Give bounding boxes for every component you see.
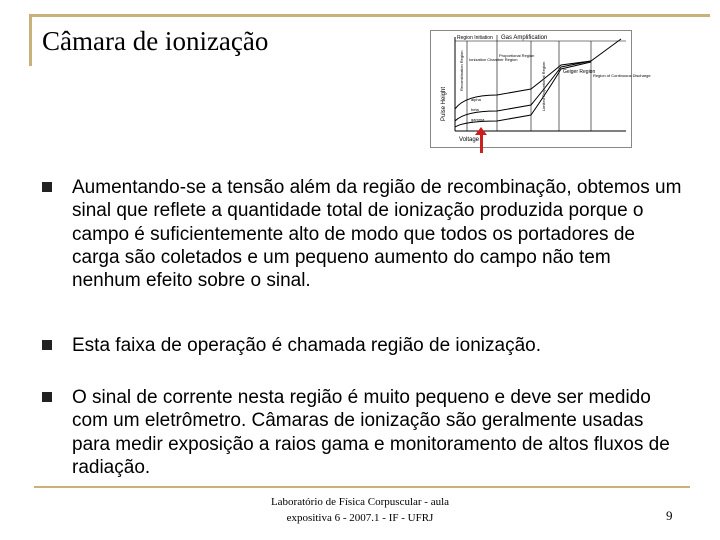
fig-region-ionization: Ionization Chamber Region [469,57,518,62]
bullet-text-3: O sinal de corrente nesta região é muito pequeno e deve ser medido com um eletrômetro. Câmaras de ionização são geralmente usadas para medir exposição a raios gama e monitoramento de altos fluxos de radiação. [72,387,670,478]
fig-region-continuous-discharge: Region of Continuous Discharge [593,73,651,78]
bullet-marker-icon [42,182,52,192]
fig-x-axis-label: Voltage [459,137,480,143]
voltage-marker-arrow [480,133,483,153]
footer-text [240,494,480,526]
fig-region-geiger: Geiger Region [563,69,596,75]
bullet-marker-icon [42,392,52,402]
fig-curve-label-gamma: gamma [471,117,485,122]
fig-curve-label-alpha: alpha [471,97,481,102]
bullet-marker-icon [42,340,52,350]
title-accent-horizontal [29,14,710,17]
fig-region-proportional: Proportional Region [499,53,535,58]
fig-top-label-2: Gas Amplification [501,35,548,41]
fig-top-label-1: Region Initiation [457,35,493,41]
footer-divider [34,486,690,488]
pulse-height-diagram [431,31,651,147]
page-number: 9 [666,508,673,523]
fig-y-axis-label: Pulse Height [441,86,447,121]
fig-region-recombination: Recombination Region [459,50,464,91]
title-accent-vertical [29,14,32,66]
bullet-text-2: Esta faixa de operação é chamada região de ionização. [72,335,541,356]
bullet-text-1: Aumentando-se a tensão além da região de recombinação, obtemos um sinal que reflete a quantidade total de ionização produzida porque o campo é suficientemente alto de modo que todos os portadores de carga são coletados e um pequeno aumento do campo não tem nenhum efeito sobre o sinal. [72,177,682,292]
footer-line-2: expositiva 6 - 2007.1 - IF - UFRJ [286,512,434,524]
ionization-regions-figure [430,30,651,148]
fig-region-limited-proportional: Limited Proportional Region [541,61,546,111]
slide-title: Câmara de ionização [42,26,269,56]
fig-curve-label-beta: beta [471,107,479,112]
footer-line-1: Laboratório de Física Corpuscular - aula [270,496,450,508]
